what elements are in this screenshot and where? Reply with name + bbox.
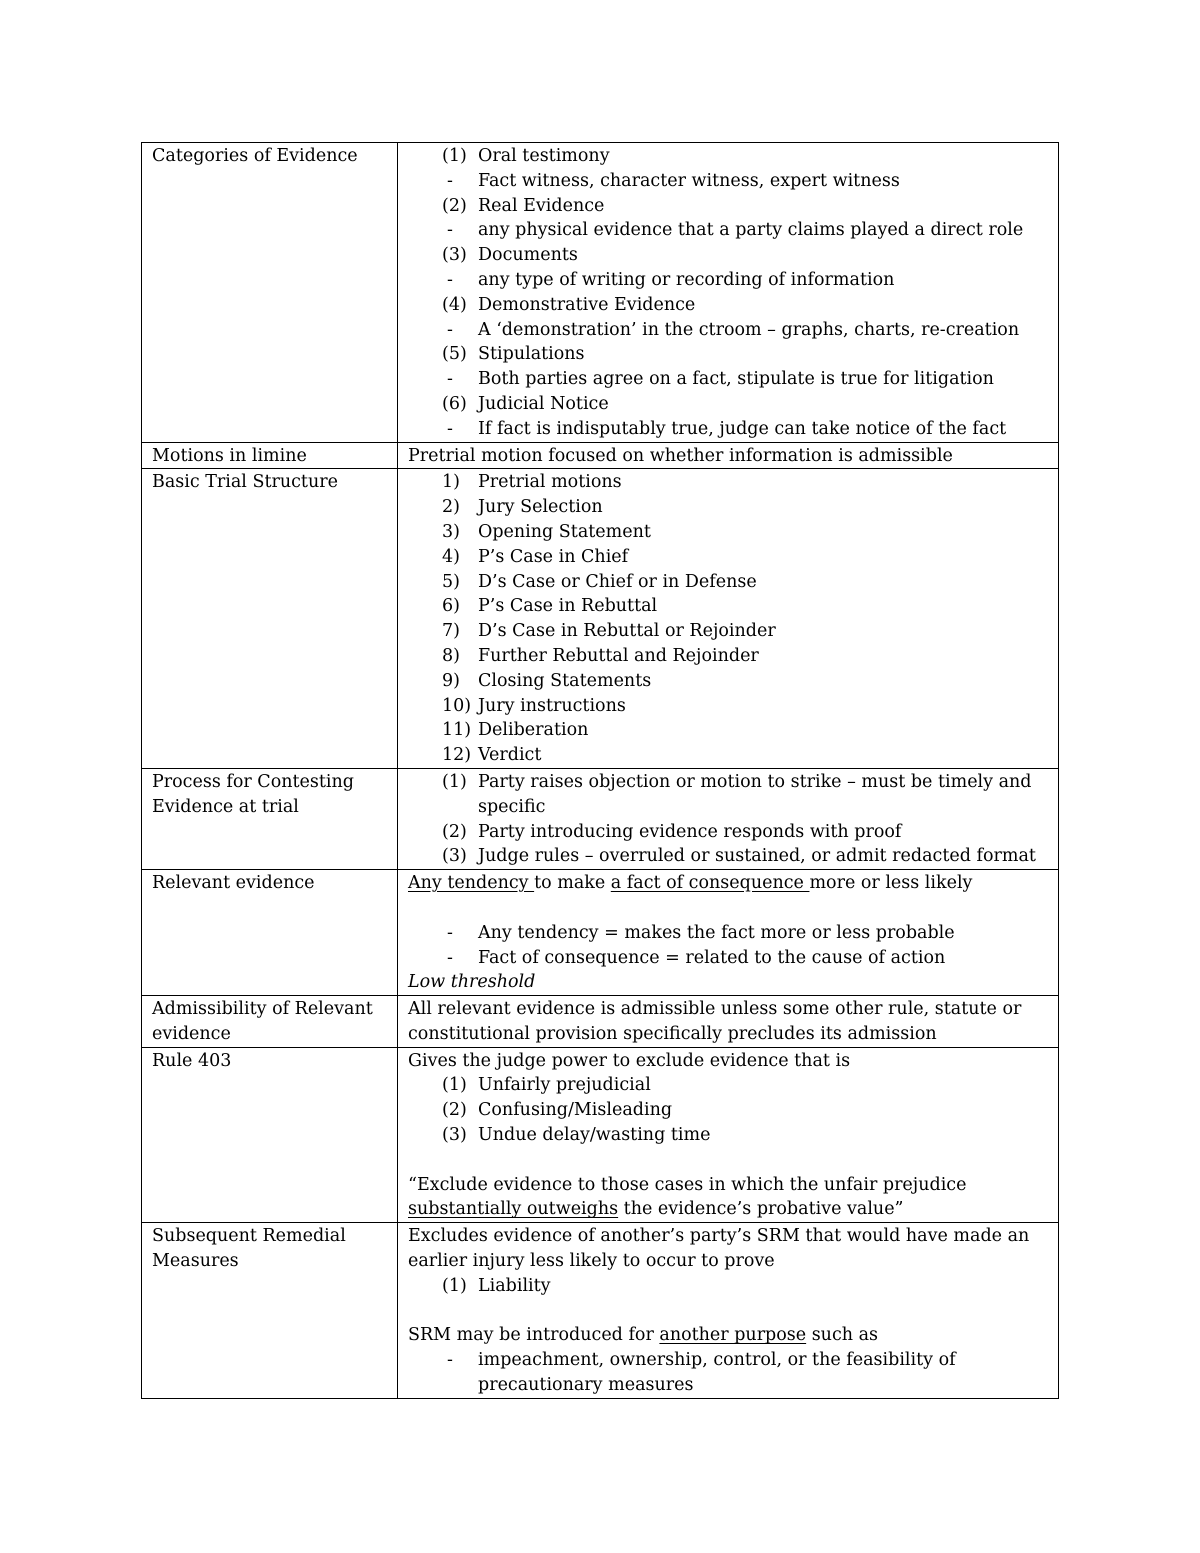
term-cell: Motions in limine (142, 442, 398, 469)
list-item: (6) Judicial Notice (442, 393, 609, 414)
term-cell: Process for Contesting Evidence at trial (142, 768, 398, 869)
definition-cell: All relevant evidence is admissible unless some other rule, statute or constitutional provision specifically precludes its admission (398, 996, 1059, 1048)
list-item: (3) Documents (442, 245, 578, 266)
spacer (408, 896, 1048, 921)
list-item: 9) Closing Statements (442, 670, 652, 691)
table-row (142, 996, 1059, 1048)
term-cell: Relevant evidence (142, 870, 398, 996)
list-item: (1) Party raises objection or motion to strike – must be timely and specific (442, 771, 1032, 817)
list-item: 8) Further Rebuttal and Rejoinder (442, 645, 759, 666)
list-item: - Both parties agree on a fact, stipulate is true for litigation (447, 369, 994, 390)
definition-lead: Excludes evidence of another’s party’s SRM that would have made an earlier injury less likely to occur to prove (408, 1226, 1030, 1272)
term-cell: Subsequent Remedial Measures (142, 1223, 398, 1399)
list-item: 2) Jury Selection (442, 497, 603, 518)
definition-cell (398, 143, 1059, 443)
list-item: - any physical evidence that a party claims played a direct role (447, 220, 1024, 241)
table-row (142, 469, 1059, 769)
list-item: (2) Real Evidence (442, 195, 605, 216)
list-item: (1) Oral testimony (442, 146, 610, 166)
list-item: (2) Confusing/Misleading (442, 1100, 673, 1121)
list-item: - If fact is indisputably true, judge can take notice of the fact (447, 418, 1007, 439)
list-item: - A ‘demonstration’ in the ctroom – graphs, charts, re-creation (447, 319, 1020, 340)
list-item: (4) Demonstrative Evidence (442, 294, 696, 315)
term-cell: Basic Trial Structure (142, 469, 398, 769)
list-item: (3) Judge rules – overruled or sustained, or admit redacted format (442, 846, 1036, 867)
list-item: - impeachment, ownership, control, or the feasibility of precautionary measures (447, 1350, 956, 1396)
spacer (408, 1299, 1048, 1324)
list-item: 1) Pretrial motions (442, 472, 622, 493)
list-item: 3) Opening Statement (442, 521, 651, 542)
list-item: 10) Jury instructions (442, 695, 626, 716)
term-cell: Rule 403 (142, 1047, 398, 1223)
note: Low threshold (408, 972, 536, 993)
definition-cell (398, 1223, 1059, 1399)
srm-purpose: SRM may be introduced for another purpose such as (408, 1325, 879, 1346)
table-row (142, 143, 1059, 443)
definition-lead: Gives the judge power to exclude evidence that is (408, 1050, 851, 1071)
list-item: - Fact of consequence = related to the cause of action (447, 947, 946, 968)
table-row (142, 1223, 1059, 1399)
table-row (142, 870, 1059, 996)
definition-cell (398, 870, 1059, 996)
list-item: 12) Verdict (442, 745, 542, 766)
definition-cell (398, 1047, 1059, 1223)
evidence-notes-table (141, 142, 1059, 1399)
list-item: - Fact witness, character witness, expert witness (447, 170, 900, 191)
table-row (142, 1047, 1059, 1223)
list-item: 7) D’s Case in Rebuttal or Rejoinder (442, 621, 776, 642)
definition-intro: Any tendency to make a fact of consequence more or less likely (408, 873, 973, 894)
definition-cell (398, 768, 1059, 869)
list-item: (3) Undue delay/wasting time (442, 1125, 711, 1146)
spacer (408, 1148, 1048, 1173)
list-item: (5) Stipulations (442, 344, 585, 365)
list-item: 6) P’s Case in Rebuttal (442, 596, 658, 617)
table-row (142, 442, 1059, 469)
term-cell: Categories of Evidence (142, 143, 398, 443)
definition-cell: Pretrial motion focused on whether information is admissible (398, 442, 1059, 469)
list-item: (2) Party introducing evidence responds with proof (442, 821, 902, 842)
table-row (142, 768, 1059, 869)
list-item: 11) Deliberation (442, 720, 589, 741)
list-item: - Any tendency = makes the fact more or less probable (447, 922, 955, 943)
list-item: 4) P’s Case in Chief (442, 546, 629, 567)
definition-cell (398, 469, 1059, 769)
list-item: 5) D’s Case or Chief or in Defense (442, 571, 757, 592)
list-item: (1) Unfairly prejudicial (442, 1075, 651, 1096)
term-cell: Admissibility of Relevant evidence (142, 996, 398, 1048)
rule-quote: “Exclude evidence to those cases in which the unfair prejudice substantially outweighs the evidence’s probative value” (408, 1174, 967, 1220)
list-item: (1) Liability (442, 1275, 551, 1296)
list-item: - any type of writing or recording of information (447, 269, 895, 290)
